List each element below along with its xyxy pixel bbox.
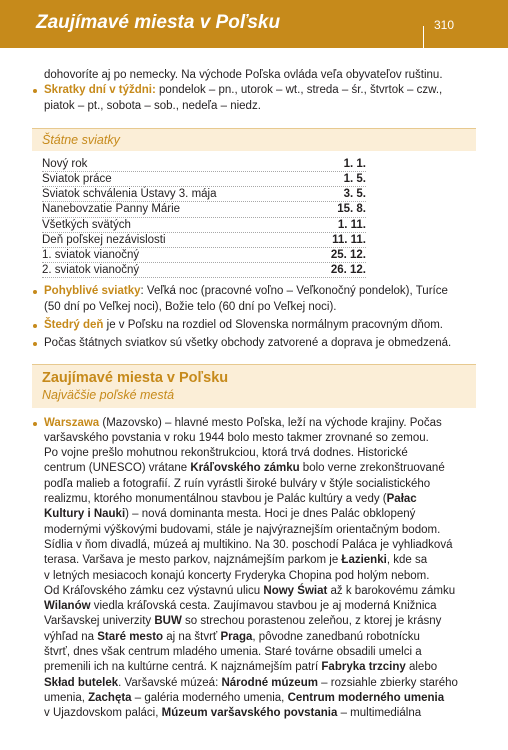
landmark-name: Národné múzeum <box>221 676 318 689</box>
landmark-name: Fabryka trzciny <box>321 661 406 674</box>
holidays-title: Štátne sviatky <box>42 132 120 147</box>
holiday-name: Deň poľskej nezávislosti <box>42 233 166 246</box>
christmas-eve-item <box>32 318 476 333</box>
warsaw-text: so strechou porastenou zeleňou, z ktorej je krásny <box>181 615 442 628</box>
landmark-name: Pałac <box>386 493 417 506</box>
warsaw-text: v Ujazdovskom paláci, <box>44 707 162 720</box>
warsaw-text: – rozsiahle zbierky starého <box>317 676 458 689</box>
holiday-row <box>42 157 366 172</box>
holiday-name: Sviatok práce <box>42 173 112 186</box>
christmas-eve-text: je v Poľsku na rozdiel od Slovenska normálnym pracovným dňom. <box>103 318 444 331</box>
warsaw-text: výhľad na <box>44 630 98 643</box>
holiday-row <box>42 187 366 202</box>
holidays-box-header <box>32 128 476 151</box>
section-title: Zaujímavé miesta v Poľsku <box>42 369 229 386</box>
landmark-name: Zachęta <box>88 691 132 704</box>
warsaw-name: Warszawa <box>44 416 100 429</box>
header-divider <box>423 26 424 48</box>
movable-holidays-text-2: (50 dní po Veľkej noci), Božie telo (60 dní po Veľkej noci). <box>44 300 337 313</box>
shops-closed-text: Počas štátnych sviatkov sú všetky obchody zatvorené a doprava je obmedzená. <box>44 337 452 350</box>
warsaw-text: , pôvodne zanedbanú robotnícku <box>252 630 420 643</box>
holiday-date: 25. 12. <box>330 249 366 262</box>
holidays-table <box>42 157 366 279</box>
landmark-name: Praga <box>220 630 253 643</box>
warsaw-text: Po vojne prešlo mohutnou rekonštrukciou, ktorá trvá dodnes. Historické <box>44 447 408 460</box>
warsaw-text: alebo <box>405 661 438 674</box>
landmark-name: BUW <box>154 615 182 628</box>
holiday-date: 3. 5. <box>343 188 366 201</box>
holiday-row <box>42 263 366 278</box>
day-abbreviations-label: Skratky dní v týždni: <box>44 84 156 97</box>
landmark-name: Centrum moderného umenia <box>287 691 445 704</box>
holiday-row <box>42 172 366 187</box>
page-header <box>0 0 508 48</box>
landmark-name: Kultury i Nauki <box>44 508 126 521</box>
holiday-name: 2. sviatok vianočný <box>42 264 140 277</box>
holiday-date: 1. 11. <box>337 218 366 231</box>
landmark-name: Kráľovského zámku <box>190 462 300 475</box>
warsaw-text: bolo verne zrekonštruované <box>299 462 445 475</box>
landmark-name: Skład butelek <box>44 676 119 689</box>
warsaw-text: terasa. Varšava je mesto parkov, najznámejším parkom je <box>44 554 342 567</box>
warsaw-text: štvrť, dnes však centrum mladého umenia. Staré továrne obsadili umelci a <box>44 646 422 659</box>
holiday-notes-list <box>32 284 476 351</box>
movable-holidays-label: Pohyblivé sviatky <box>44 285 141 298</box>
movable-holidays-item <box>32 284 476 315</box>
day-abbreviations-item <box>32 83 476 114</box>
warsaw-item <box>32 416 476 722</box>
page-content <box>32 68 476 725</box>
shops-closed-item <box>32 336 476 351</box>
warsaw-text: až k barokovému zámku <box>327 584 456 597</box>
section-subtitle: Najväčšie poľské mestá <box>42 387 175 402</box>
warsaw-text: premenili ich na kultúrne centrá. K najznámejším patrí <box>44 661 322 674</box>
holiday-name: Sviatok schválenia Ústavy 3. mája <box>42 188 217 201</box>
warsaw-text: v letných mesiacoch konajú koncerty Fryderyka Chopina pod holým nebom. <box>44 569 430 582</box>
holiday-name: Nanebovzatie Panny Márie <box>42 203 181 216</box>
landmark-name: Wilanów <box>44 600 91 613</box>
day-abbreviations-list <box>32 83 476 114</box>
landmark-name: Múzeum varšavského povstania <box>161 707 338 720</box>
holiday-name: 1. sviatok vianočný <box>42 249 140 262</box>
warsaw-text: Varšavskej univerzity <box>44 615 155 628</box>
header-title: Zaujímavé miesta v Poľsku <box>36 12 281 33</box>
day-abbreviations-text-1: pondelok – pn., utorok – wt., streda – śr., štvrtok – czw., <box>155 84 443 97</box>
warsaw-text: modernými výškovými budovami, stále je najvýraznejším orientačným bodom. <box>44 523 441 536</box>
day-abbreviations-text-2: piatok – pt., sobota – sob., nedeľa – niedz. <box>44 99 261 112</box>
warsaw-text: Od Kráľovského zámku cez výstavnú ulicu <box>44 584 264 597</box>
page-number: 310 <box>434 18 455 32</box>
warsaw-text: . Varšavské múzeá: <box>118 676 222 689</box>
holiday-row <box>42 202 366 217</box>
section-header <box>32 364 476 408</box>
cities-list <box>32 416 476 722</box>
landmark-name: Staré mesto <box>97 630 164 643</box>
warsaw-text: – multimediálna <box>337 707 422 720</box>
holiday-name: Všetkých svätých <box>42 218 131 231</box>
landmark-name: Nowy Świat <box>263 584 328 597</box>
warsaw-text: Sídlia v ňom divadlá, múzeá aj multikino. Na 30. poschodí Paláca je vyhliadková <box>44 538 453 551</box>
warsaw-text: realizmu, ktorého monumentálnou stavbou je Palác kultúry a vedy ( <box>44 493 387 506</box>
holiday-date: 26. 12. <box>330 264 366 277</box>
warsaw-text: umenia, <box>44 691 89 704</box>
warsaw-text: ) – nová dominanta mesta. Hoci je dnes Palác obklopený <box>125 508 416 521</box>
holiday-row <box>42 233 366 248</box>
holiday-row <box>42 248 366 263</box>
warsaw-text: podľa malieb a fotografií. Z ruín vyrástli široké bulváry v štýle socialistického <box>44 477 431 490</box>
holiday-name: Nový rok <box>42 157 88 170</box>
holiday-date: 1. 5. <box>343 173 366 186</box>
warsaw-text: (Mazovsko) – hlavné mesto Poľska, leží na východe krajiny. Počas <box>99 416 442 429</box>
holiday-date: 1. 1. <box>343 157 366 170</box>
language-paragraph-end: dohovoríte aj po nemecky. Na východe Poľska ovláda veľa obyvateľov ruštinu. <box>44 69 443 81</box>
warsaw-text: viedla kráľovská cesta. Zaujímavou stavbou je aj moderná Knižnica <box>90 600 437 613</box>
holiday-row <box>42 218 366 233</box>
warsaw-text: – galéria moderného umenia, <box>131 691 288 704</box>
warsaw-text: varšavského povstania v roku 1944 bolo mesto takmer zrovnané so zemou. <box>44 431 429 444</box>
warsaw-text: aj na štvrť <box>163 630 221 643</box>
warsaw-text: centrum (UNESCO) vrátane <box>44 462 191 475</box>
christmas-eve-label: Štedrý deň <box>44 318 104 331</box>
warsaw-text: , kde sa <box>386 554 428 567</box>
holiday-date: 11. 11. <box>332 233 366 246</box>
movable-holidays-text-1: : Veľká noc (pracovné voľno – Veľkonočný pondelok), Turíce <box>140 285 448 298</box>
holiday-date: 15. 8. <box>337 203 366 216</box>
landmark-name: Łazienki <box>341 554 387 567</box>
